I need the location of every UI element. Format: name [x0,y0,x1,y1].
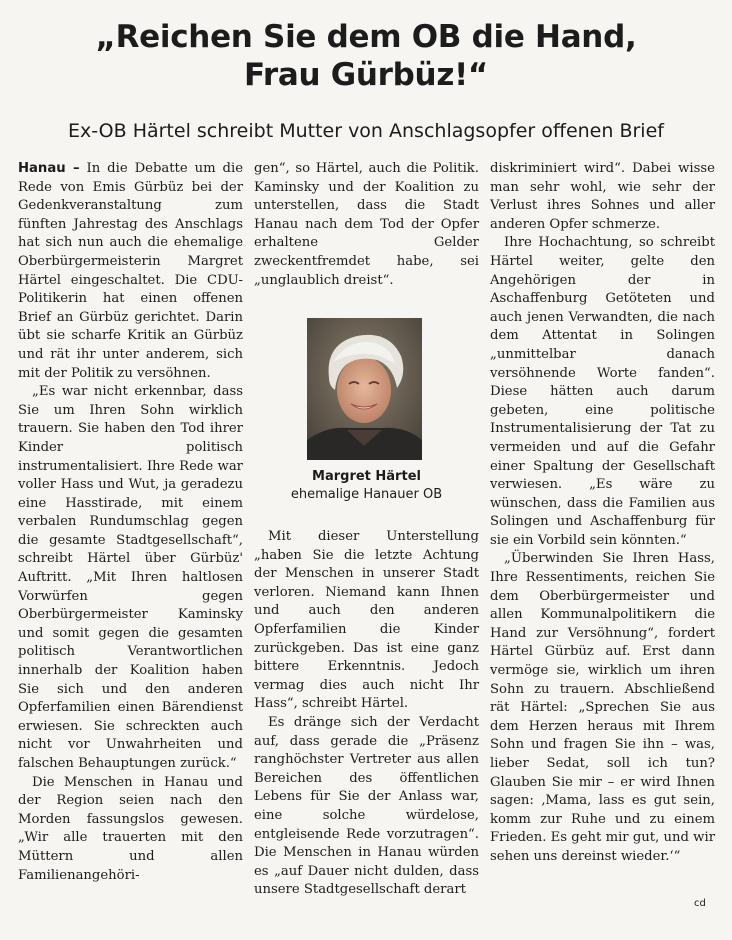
article-column-3 [490,160,715,867]
article-paragraph-3: Die Menschen in Hanau und der Region seien nach den Morden fassungslos gewesen. „Wir alle trauerten mit den Müttern und allen Familienangehöri- [18,774,243,883]
caption-name: Margret Härtel [312,469,421,484]
article-paragraph-7: „Überwinden Sie Ihren Hass, Ihre Ressentiments, reichen Sie dem Oberbürgermeister und allen Kommunalpolitikern die Hand zur Versöhnung“, fordert Härtel Gürbüz auf. Erst dann vermöge sie, wirklich um ihren Sohn zu trauern. Abschließend rät Härtel: „Sprechen Sie aus dem Herzen heraus mit Ihrem Sohn und fragen Sie ihn – was, lieber Sedat, soll ich tun? Glauben Sie mir – er wird Ihnen sagen: ‚Mama, lass es gut sein, komm zur Ruhe und zu einem Frieden. Es geht mir gut, und wir sehen uns dereinst wieder.‘“ [490,551,715,864]
article-paragraph-3-continued: gen“, so Härtel, auch die Politik. Kaminsky und der Koalition zu unterstellen, dass die Stadt Hanau nach dem Tod der Opfer erhaltene Gelder zweckentfremdet habe, sei „unglaublich dreist“. [254,161,479,288]
article-paragraph-1 [18,160,243,383]
headline-line-2: Frau Gürbüz!“ [244,57,488,93]
photo-caption [254,468,479,504]
article-paragraph-6: Ihre Hochachtung, so schreibt Härtel weiter, gelte den Angehörigen der in Aschaffenburg Getöteten und auch jenen Verwandten, die nach dem Attentat in Solingen „unmittelbar danach versöhnende Worte fanden“. Diese hätten auch darum gebeten, eine politische Instrumentalisierung der Tat zu vermeiden und auf die Gefahr einer Spaltung der Gesellschaft verwiesen. „Es wäre zu wünschen, dass die Familien aus Solingen und Aschaffenburg für sie ein Vorbild sein könnten.“ [490,235,715,548]
portrait-image [307,318,422,460]
article-paragraph-2: „Es war nicht erkennbar, dass Sie um Ihren Sohn wirklich trauern. Sie haben den Tod ihrer Kinder politisch instrumentalisiert. Ihre Rede war voller Hass und Wut, ja geradezu eine Hasstirade, mit einem verbalen Rundumschlag gegen die gesamte Stadtgesellschaft“, schreibt Härtel über Gürbüz' Auftritt. „Mit Ihren haltlosen Vorwürfen gegen Oberbürgermeister Kaminsky und somit gegen die gesamten politisch Verantwortlichen innerhalb der Koalition haben Sie sich und den anderen Opferfamilien einen Bärendienst erwiesen. Sie schreckten auch nicht vor Unwahrheiten und falschen Behauptungen zurück.“ [18,384,243,771]
subheadline: Ex-OB Härtel schreibt Mutter von Anschlagsopfer offenen Brief [68,120,664,142]
headline [0,18,732,94]
author-signature: cd [694,898,706,909]
paragraph-1-text: In die Debatte um die Rede von Emis Gürbüz bei der Gedenkveranstaltung zum fünften Jahrestag des Anschlags hat sich nun auch die ehemalige Oberbürgermeisterin Margret Härtel eingeschaltet. Die CDU-Politikerin hat einen offenen Brief an Gürbüz gerichtet. Darin übt sie scharfe Kritik an Gürbüz und rät ihr unter anderem, sich mit der Politik zu versöhnen. [18,161,244,381]
article-column-2-top [254,160,479,290]
caption-role: ehemalige Hanauer OB [290,487,443,502]
dateline: Hanau – [18,161,80,176]
article-paragraph-5-continued: diskriminiert wird“. Dabei wisse man sehr wohl, wie sehr der Verlust ihres Sohnes und aller anderen Opfer schmerze. [490,161,715,232]
article-paragraph-4: Mit dieser Unterstellung „haben Sie die letzte Achtung der Menschen in unserer Stadt verloren. Niemand kann Ihnen und auch den anderen Opferfamilien die Kinder zurückgeben. Das ist eine ganz bittere Erkenntnis. Jedoch vermag dies auch nicht Ihr Hass“, schreibt Härtel. [254,529,479,712]
article-paragraph-5: Es dränge sich der Verdacht auf, dass gerade die „Präsenz ranghöchster Vertreter aus allen Bereichen des öffentlichen Lebens für Sie der Anlass war, eine solche würdelose, entgleisende Rede vorzutragen“. Die Menschen in Hanau würden es „auf Dauer nicht dulden, dass unsere Stadtgesellschaft derart [254,714,479,898]
portrait-photo [307,318,422,460]
headline-line-1: „Reichen Sie dem OB die Hand, [95,19,637,55]
article-column-1 [18,160,243,885]
article-column-2-bottom [254,528,479,900]
